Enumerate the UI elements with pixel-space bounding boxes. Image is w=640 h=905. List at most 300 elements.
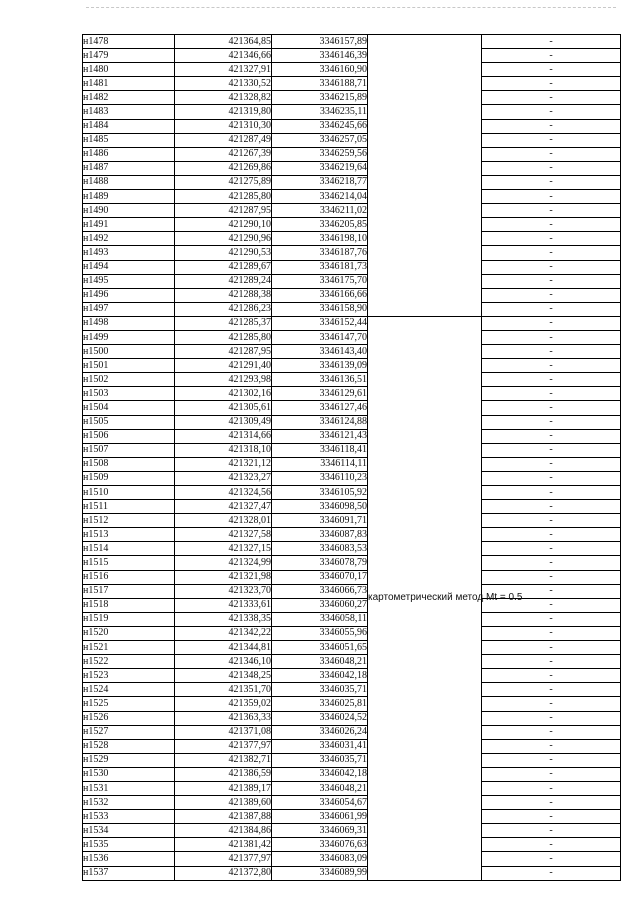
y-coordinate-cell: 3346136,51 <box>272 373 368 387</box>
y-coordinate-cell: 3346175,70 <box>272 274 368 288</box>
point-id-cell: н1509 <box>83 471 175 485</box>
y-coordinate-cell: 3346078,79 <box>272 556 368 570</box>
precision-cell: - <box>482 852 621 866</box>
table-row <box>83 514 621 528</box>
table-row <box>83 190 621 204</box>
table-row <box>83 260 621 274</box>
y-coordinate-cell: 3346166,66 <box>272 288 368 302</box>
y-coordinate-cell: 3346147,70 <box>272 330 368 344</box>
table-row <box>83 330 621 344</box>
point-id-cell: н1485 <box>83 133 175 147</box>
point-id-cell: н1507 <box>83 443 175 457</box>
y-coordinate-cell: 3346066,73 <box>272 584 368 598</box>
precision-cell: - <box>482 443 621 457</box>
x-coordinate-cell: 421372,80 <box>175 866 272 880</box>
y-coordinate-cell: 3346158,90 <box>272 302 368 316</box>
x-coordinate-cell: 421381,42 <box>175 838 272 852</box>
y-coordinate-cell: 3346087,83 <box>272 528 368 542</box>
x-coordinate-cell: 421290,53 <box>175 246 272 260</box>
precision-cell: - <box>482 373 621 387</box>
x-coordinate-cell: 421328,82 <box>175 91 272 105</box>
precision-cell: - <box>482 528 621 542</box>
x-coordinate-cell: 421330,52 <box>175 77 272 91</box>
precision-cell: - <box>482 767 621 781</box>
precision-cell: - <box>482 781 621 795</box>
y-coordinate-cell: 3346181,73 <box>272 260 368 274</box>
y-coordinate-cell: 3346218,77 <box>272 175 368 189</box>
x-coordinate-cell: 421333,61 <box>175 598 272 612</box>
table-row <box>83 274 621 288</box>
table-row <box>83 500 621 514</box>
table-row <box>83 697 621 711</box>
y-coordinate-cell: 3346188,71 <box>272 77 368 91</box>
precision-cell: - <box>482 838 621 852</box>
precision-cell: - <box>482 260 621 274</box>
precision-cell: - <box>482 63 621 77</box>
x-coordinate-cell: 421377,97 <box>175 852 272 866</box>
x-coordinate-cell: 421364,85 <box>175 35 272 49</box>
x-coordinate-cell: 421323,70 <box>175 584 272 598</box>
x-coordinate-cell: 421287,95 <box>175 345 272 359</box>
y-coordinate-cell: 3346042,18 <box>272 669 368 683</box>
y-coordinate-cell: 3346061,99 <box>272 810 368 824</box>
x-coordinate-cell: 421344,81 <box>175 641 272 655</box>
precision-cell: - <box>482 49 621 63</box>
precision-cell: - <box>482 91 621 105</box>
precision-cell: - <box>482 457 621 471</box>
y-coordinate-cell: 3346187,76 <box>272 246 368 260</box>
x-coordinate-cell: 421275,89 <box>175 175 272 189</box>
table-row <box>83 838 621 852</box>
precision-cell: - <box>482 359 621 373</box>
table-row <box>83 556 621 570</box>
precision-cell: - <box>482 626 621 640</box>
table-row <box>83 683 621 697</box>
precision-cell: - <box>482 119 621 133</box>
scan-header-line <box>86 7 616 14</box>
method-note-cell: картометрический метод Mt = 0.5 <box>368 316 482 880</box>
table-row <box>83 781 621 795</box>
table-row <box>83 486 621 500</box>
precision-cell: - <box>482 232 621 246</box>
x-coordinate-cell: 421314,66 <box>175 429 272 443</box>
table-row <box>83 725 621 739</box>
y-coordinate-cell: 3346157,89 <box>272 35 368 49</box>
table-row <box>83 373 621 387</box>
x-coordinate-cell: 421286,23 <box>175 302 272 316</box>
precision-cell: - <box>482 415 621 429</box>
y-coordinate-cell: 3346091,71 <box>272 514 368 528</box>
x-coordinate-cell: 421323,27 <box>175 471 272 485</box>
point-id-cell: н1515 <box>83 556 175 570</box>
point-id-cell: н1519 <box>83 612 175 626</box>
table-row <box>83 35 621 49</box>
x-coordinate-cell: 421338,35 <box>175 612 272 626</box>
table-row <box>83 796 621 810</box>
precision-cell: - <box>482 345 621 359</box>
precision-cell: - <box>482 641 621 655</box>
method-blank-cell <box>368 35 482 317</box>
precision-cell: - <box>482 204 621 218</box>
table-row <box>83 810 621 824</box>
y-coordinate-cell: 3346048,21 <box>272 655 368 669</box>
table-row <box>83 175 621 189</box>
precision-cell: - <box>482 711 621 725</box>
table-row <box>83 739 621 753</box>
y-coordinate-cell: 3346118,41 <box>272 443 368 457</box>
point-id-cell: н1523 <box>83 669 175 683</box>
precision-cell: - <box>482 598 621 612</box>
x-coordinate-cell: 421389,60 <box>175 796 272 810</box>
point-id-cell: н1498 <box>83 316 175 330</box>
y-coordinate-cell: 3346076,63 <box>272 838 368 852</box>
precision-cell: - <box>482 175 621 189</box>
point-id-cell: н1518 <box>83 598 175 612</box>
table-row <box>83 457 621 471</box>
y-coordinate-cell: 3346083,09 <box>272 852 368 866</box>
x-coordinate-cell: 421318,10 <box>175 443 272 457</box>
point-id-cell: н1530 <box>83 767 175 781</box>
point-id-cell: н1491 <box>83 218 175 232</box>
point-id-cell: н1527 <box>83 725 175 739</box>
table-row <box>83 598 621 612</box>
x-coordinate-cell: 421309,49 <box>175 415 272 429</box>
table-row <box>83 711 621 725</box>
x-coordinate-cell: 421371,08 <box>175 725 272 739</box>
x-coordinate-cell: 421348,25 <box>175 669 272 683</box>
precision-cell: - <box>482 401 621 415</box>
precision-cell: - <box>482 556 621 570</box>
table-row <box>83 824 621 838</box>
x-coordinate-cell: 421285,80 <box>175 190 272 204</box>
table-row <box>83 119 621 133</box>
x-coordinate-cell: 421342,22 <box>175 626 272 640</box>
point-id-cell: н1505 <box>83 415 175 429</box>
table-row <box>83 316 621 330</box>
point-id-cell: н1508 <box>83 457 175 471</box>
precision-cell: - <box>482 612 621 626</box>
point-id-cell: н1489 <box>83 190 175 204</box>
table-row <box>83 232 621 246</box>
table-row <box>83 359 621 373</box>
point-id-cell: н1483 <box>83 105 175 119</box>
point-id-cell: н1486 <box>83 147 175 161</box>
y-coordinate-cell: 3346257,05 <box>272 133 368 147</box>
point-id-cell: н1524 <box>83 683 175 697</box>
table-row <box>83 218 621 232</box>
point-id-cell: н1534 <box>83 824 175 838</box>
x-coordinate-cell: 421377,97 <box>175 739 272 753</box>
y-coordinate-cell: 3346026,24 <box>272 725 368 739</box>
y-coordinate-cell: 3346215,89 <box>272 91 368 105</box>
y-coordinate-cell: 3346219,64 <box>272 161 368 175</box>
table-row <box>83 641 621 655</box>
y-coordinate-cell: 3346211,02 <box>272 204 368 218</box>
y-coordinate-cell: 3346105,92 <box>272 486 368 500</box>
x-coordinate-cell: 421351,70 <box>175 683 272 697</box>
y-coordinate-cell: 3346058,11 <box>272 612 368 626</box>
y-coordinate-cell: 3346055,96 <box>272 626 368 640</box>
point-id-cell: н1482 <box>83 91 175 105</box>
precision-cell: - <box>482 471 621 485</box>
point-id-cell: н1502 <box>83 373 175 387</box>
point-id-cell: н1487 <box>83 161 175 175</box>
x-coordinate-cell: 421319,80 <box>175 105 272 119</box>
y-coordinate-cell: 3346259,56 <box>272 147 368 161</box>
point-id-cell: н1492 <box>83 232 175 246</box>
precision-cell: - <box>482 246 621 260</box>
y-coordinate-cell: 3346235,11 <box>272 105 368 119</box>
point-id-cell: н1511 <box>83 500 175 514</box>
precision-cell: - <box>482 274 621 288</box>
y-coordinate-cell: 3346127,46 <box>272 401 368 415</box>
table-row <box>83 415 621 429</box>
y-coordinate-cell: 3346031,41 <box>272 739 368 753</box>
table-row <box>83 852 621 866</box>
y-coordinate-cell: 3346035,71 <box>272 683 368 697</box>
x-coordinate-cell: 421289,67 <box>175 260 272 274</box>
x-coordinate-cell: 421302,16 <box>175 387 272 401</box>
point-id-cell: н1493 <box>83 246 175 260</box>
precision-cell: - <box>482 500 621 514</box>
point-id-cell: н1513 <box>83 528 175 542</box>
point-id-cell: н1495 <box>83 274 175 288</box>
point-id-cell: н1504 <box>83 401 175 415</box>
point-id-cell: н1479 <box>83 49 175 63</box>
table-row <box>83 302 621 316</box>
y-coordinate-cell: 3346198,10 <box>272 232 368 246</box>
x-coordinate-cell: 421321,12 <box>175 457 272 471</box>
precision-cell: - <box>482 796 621 810</box>
point-id-cell: н1514 <box>83 542 175 556</box>
y-coordinate-cell: 3346245,66 <box>272 119 368 133</box>
y-coordinate-cell: 3346035,71 <box>272 753 368 767</box>
point-id-cell: н1517 <box>83 584 175 598</box>
coordinates-table <box>82 34 621 881</box>
x-coordinate-cell: 421287,49 <box>175 133 272 147</box>
y-coordinate-cell: 3346070,17 <box>272 570 368 584</box>
table-row <box>83 866 621 880</box>
precision-cell: - <box>482 683 621 697</box>
table-row <box>83 612 621 626</box>
table-row <box>83 77 621 91</box>
table-row <box>83 246 621 260</box>
table-row <box>83 570 621 584</box>
table-row <box>83 471 621 485</box>
precision-cell: - <box>482 570 621 584</box>
point-id-cell: н1501 <box>83 359 175 373</box>
x-coordinate-cell: 421327,15 <box>175 542 272 556</box>
precision-cell: - <box>482 514 621 528</box>
table-row <box>83 753 621 767</box>
point-id-cell: н1490 <box>83 204 175 218</box>
point-id-cell: н1500 <box>83 345 175 359</box>
point-id-cell: н1484 <box>83 119 175 133</box>
x-coordinate-cell: 421287,95 <box>175 204 272 218</box>
point-id-cell: н1506 <box>83 429 175 443</box>
point-id-cell: н1499 <box>83 330 175 344</box>
point-id-cell: н1520 <box>83 626 175 640</box>
x-coordinate-cell: 421269,86 <box>175 161 272 175</box>
point-id-cell: н1521 <box>83 641 175 655</box>
point-id-cell: н1531 <box>83 781 175 795</box>
y-coordinate-cell: 3346124,88 <box>272 415 368 429</box>
x-coordinate-cell: 421346,66 <box>175 49 272 63</box>
y-coordinate-cell: 3346146,39 <box>272 49 368 63</box>
x-coordinate-cell: 421359,02 <box>175 697 272 711</box>
precision-cell: - <box>482 77 621 91</box>
precision-cell: - <box>482 429 621 443</box>
precision-cell: - <box>482 387 621 401</box>
table-row <box>83 105 621 119</box>
y-coordinate-cell: 3346069,31 <box>272 824 368 838</box>
table-row <box>83 63 621 77</box>
point-id-cell: н1532 <box>83 796 175 810</box>
y-coordinate-cell: 3346139,09 <box>272 359 368 373</box>
coordinates-table-body <box>83 35 621 881</box>
precision-cell: - <box>482 697 621 711</box>
x-coordinate-cell: 421310,30 <box>175 119 272 133</box>
x-coordinate-cell: 421290,10 <box>175 218 272 232</box>
precision-cell: - <box>482 133 621 147</box>
precision-cell: - <box>482 35 621 49</box>
x-coordinate-cell: 421321,98 <box>175 570 272 584</box>
precision-cell: - <box>482 753 621 767</box>
precision-cell: - <box>482 824 621 838</box>
y-coordinate-cell: 3346205,85 <box>272 218 368 232</box>
table-row <box>83 387 621 401</box>
precision-cell: - <box>482 105 621 119</box>
table-row <box>83 669 621 683</box>
x-coordinate-cell: 421327,47 <box>175 500 272 514</box>
x-coordinate-cell: 421386,59 <box>175 767 272 781</box>
x-coordinate-cell: 421384,86 <box>175 824 272 838</box>
y-coordinate-cell: 3346025,81 <box>272 697 368 711</box>
precision-cell: - <box>482 190 621 204</box>
x-coordinate-cell: 421382,71 <box>175 753 272 767</box>
table-row <box>83 147 621 161</box>
table-row <box>83 429 621 443</box>
x-coordinate-cell: 421389,17 <box>175 781 272 795</box>
table-row <box>83 161 621 175</box>
point-id-cell: н1522 <box>83 655 175 669</box>
x-coordinate-cell: 421327,91 <box>175 63 272 77</box>
table-row <box>83 542 621 556</box>
y-coordinate-cell: 3346114,11 <box>272 457 368 471</box>
x-coordinate-cell: 421290,96 <box>175 232 272 246</box>
precision-cell: - <box>482 866 621 880</box>
y-coordinate-cell: 3346048,21 <box>272 781 368 795</box>
point-id-cell: н1510 <box>83 486 175 500</box>
point-id-cell: н1536 <box>83 852 175 866</box>
precision-cell: - <box>482 810 621 824</box>
x-coordinate-cell: 421387,88 <box>175 810 272 824</box>
table-row <box>83 133 621 147</box>
point-id-cell: н1535 <box>83 838 175 852</box>
y-coordinate-cell: 3346060,27 <box>272 598 368 612</box>
table-row <box>83 91 621 105</box>
table-row <box>83 49 621 63</box>
x-coordinate-cell: 421327,58 <box>175 528 272 542</box>
table-row <box>83 401 621 415</box>
table-row <box>83 345 621 359</box>
point-id-cell: н1481 <box>83 77 175 91</box>
table-row <box>83 288 621 302</box>
y-coordinate-cell: 3346089,99 <box>272 866 368 880</box>
precision-cell: - <box>482 739 621 753</box>
table-row <box>83 767 621 781</box>
y-coordinate-cell: 3346098,50 <box>272 500 368 514</box>
x-coordinate-cell: 421285,80 <box>175 330 272 344</box>
point-id-cell: н1525 <box>83 697 175 711</box>
precision-cell: - <box>482 147 621 161</box>
precision-cell: - <box>482 288 621 302</box>
point-id-cell: н1478 <box>83 35 175 49</box>
point-id-cell: н1488 <box>83 175 175 189</box>
precision-cell: - <box>482 669 621 683</box>
y-coordinate-cell: 3346110,23 <box>272 471 368 485</box>
y-coordinate-cell: 3346152,44 <box>272 316 368 330</box>
precision-cell: - <box>482 302 621 316</box>
y-coordinate-cell: 3346054,67 <box>272 796 368 810</box>
x-coordinate-cell: 421324,99 <box>175 556 272 570</box>
point-id-cell: н1526 <box>83 711 175 725</box>
y-coordinate-cell: 3346024,52 <box>272 711 368 725</box>
y-coordinate-cell: 3346129,61 <box>272 387 368 401</box>
precision-cell: - <box>482 330 621 344</box>
point-id-cell: н1480 <box>83 63 175 77</box>
point-id-cell: н1496 <box>83 288 175 302</box>
y-coordinate-cell: 3346121,43 <box>272 429 368 443</box>
point-id-cell: н1528 <box>83 739 175 753</box>
precision-cell: - <box>482 584 621 598</box>
point-id-cell: н1497 <box>83 302 175 316</box>
table-row <box>83 443 621 457</box>
x-coordinate-cell: 421363,33 <box>175 711 272 725</box>
point-id-cell: н1503 <box>83 387 175 401</box>
y-coordinate-cell: 3346042,18 <box>272 767 368 781</box>
precision-cell: - <box>482 161 621 175</box>
table-row <box>83 655 621 669</box>
x-coordinate-cell: 421305,61 <box>175 401 272 415</box>
point-id-cell: н1494 <box>83 260 175 274</box>
precision-cell: - <box>482 218 621 232</box>
precision-cell: - <box>482 655 621 669</box>
point-id-cell: н1529 <box>83 753 175 767</box>
x-coordinate-cell: 421346,10 <box>175 655 272 669</box>
precision-cell: - <box>482 486 621 500</box>
precision-cell: - <box>482 542 621 556</box>
x-coordinate-cell: 421291,40 <box>175 359 272 373</box>
y-coordinate-cell: 3346143,40 <box>272 345 368 359</box>
precision-cell: - <box>482 316 621 330</box>
x-coordinate-cell: 421288,38 <box>175 288 272 302</box>
y-coordinate-cell: 3346160,90 <box>272 63 368 77</box>
y-coordinate-cell: 3346083,53 <box>272 542 368 556</box>
point-id-cell: н1533 <box>83 810 175 824</box>
precision-cell: - <box>482 725 621 739</box>
x-coordinate-cell: 421324,56 <box>175 486 272 500</box>
point-id-cell: н1512 <box>83 514 175 528</box>
x-coordinate-cell: 421293,98 <box>175 373 272 387</box>
y-coordinate-cell: 3346214,04 <box>272 190 368 204</box>
y-coordinate-cell: 3346051,65 <box>272 641 368 655</box>
table-row <box>83 626 621 640</box>
table-row <box>83 204 621 218</box>
point-id-cell: н1537 <box>83 866 175 880</box>
x-coordinate-cell: 421267,39 <box>175 147 272 161</box>
x-coordinate-cell: 421328,01 <box>175 514 272 528</box>
